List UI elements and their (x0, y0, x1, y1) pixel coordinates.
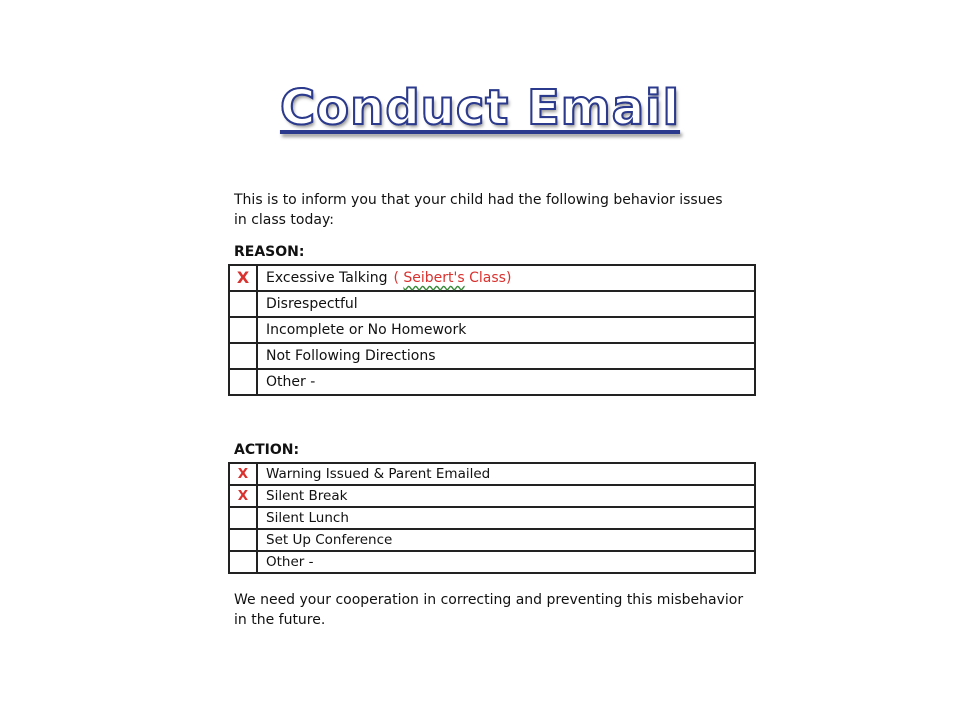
action-label: Set Up Conference (257, 529, 755, 551)
reason-label: Disrespectful (257, 291, 755, 317)
table-row (229, 485, 755, 507)
intro-text: This is to inform you that your child had the following behavior issues in class today: (234, 192, 723, 228)
reason-label: Excessive Talking (266, 270, 388, 286)
checkbox-mark (229, 529, 257, 551)
table-row (229, 317, 755, 343)
checkbox-mark (229, 343, 257, 369)
checkbox-mark (229, 507, 257, 529)
reason-table (228, 264, 756, 396)
checkbox-mark (229, 369, 257, 395)
checkbox-mark (229, 291, 257, 317)
action-label: Other - (257, 551, 755, 573)
action-label: Warning Issued & Parent Emailed (257, 463, 755, 485)
table-row (229, 463, 755, 485)
table-row (229, 291, 755, 317)
reason-label: Not Following Directions (257, 343, 755, 369)
reason-label: Incomplete or No Homework (257, 317, 755, 343)
action-heading: ACTION: (234, 442, 300, 458)
note-teacher-name: Seibert's (403, 270, 465, 286)
table-row (229, 529, 755, 551)
table-row (229, 265, 755, 291)
class-note (393, 270, 511, 286)
action-label: Silent Lunch (257, 507, 755, 529)
checkbox-mark: X (229, 265, 257, 291)
page-title: Conduct Email (279, 80, 681, 136)
action-table (228, 462, 756, 574)
table-row (229, 369, 755, 395)
note-close: Class) (464, 270, 512, 286)
closing-text: We need your cooperation in correcting and preventing this misbehavior in the future. (234, 592, 744, 628)
table-row (229, 507, 755, 529)
reason-heading: REASON: (234, 244, 305, 260)
checkbox-mark (229, 551, 257, 573)
reason-cell (257, 265, 755, 291)
table-row (229, 343, 755, 369)
table-row (229, 551, 755, 573)
checkbox-mark: X (229, 485, 257, 507)
checkbox-mark: X (229, 463, 257, 485)
checkbox-mark (229, 317, 257, 343)
note-open: ( (393, 270, 404, 286)
reason-label: Other - (257, 369, 755, 395)
action-label: Silent Break (257, 485, 755, 507)
